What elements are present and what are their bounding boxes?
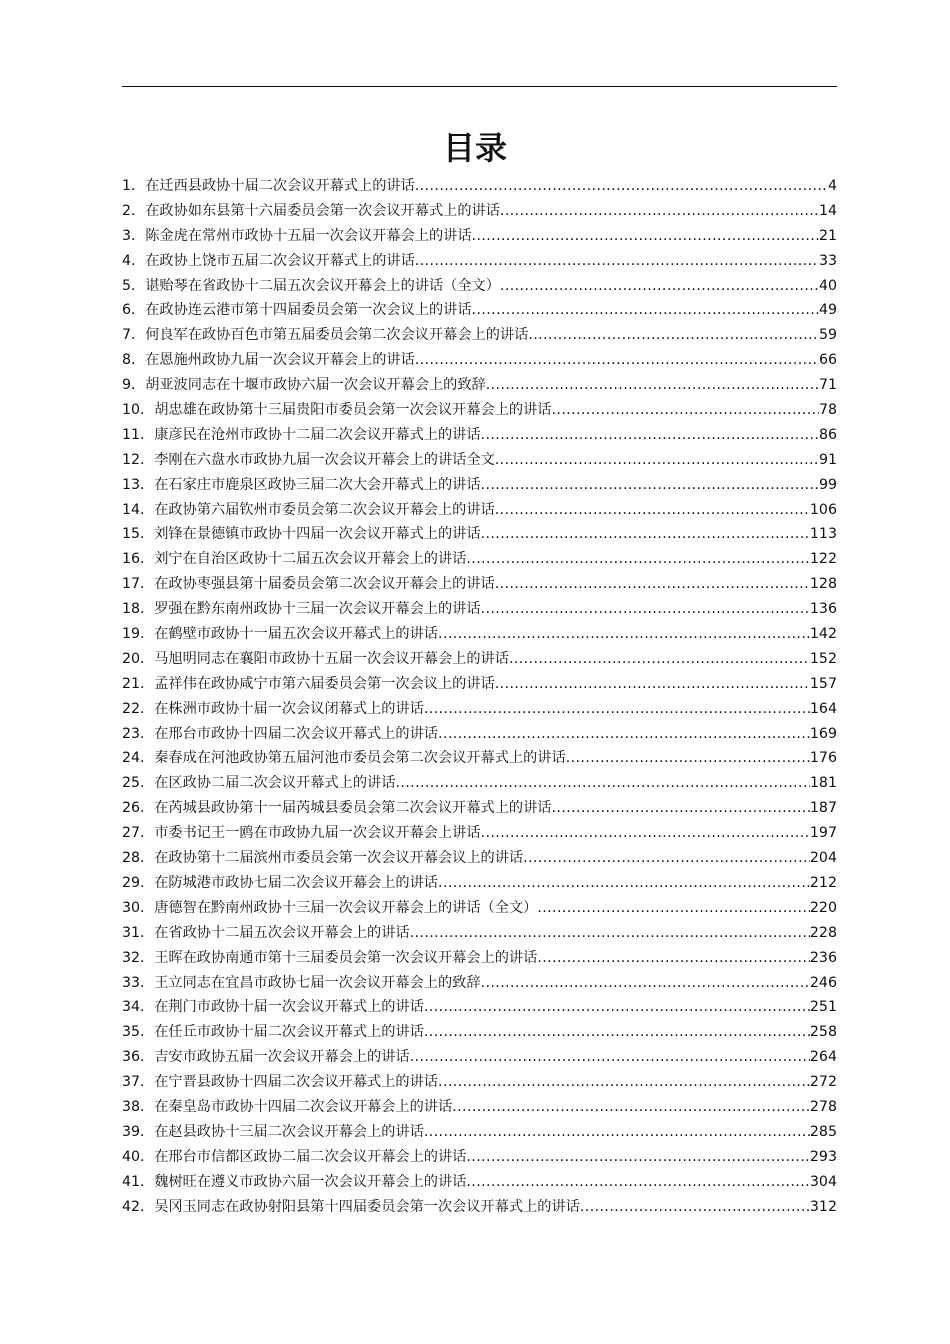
toc-entry[interactable] [122, 1195, 837, 1220]
toc-page-number: 236 [809, 949, 837, 966]
toc-entry-title: 33．王立同志在宜昌市政协七届一次会议开幕会上的致辞 [122, 974, 481, 991]
toc-page-number: 176 [809, 750, 837, 767]
toc-entry-title: 13．在石家庄市鹿泉区政协三届二次大会开幕式上的讲话 [122, 476, 481, 493]
toc-page-number: 40 [818, 277, 837, 294]
toc-dot-leader [415, 348, 819, 373]
toc-entry-title: 24．秦春成在河池政协第五届河池市委员会第二次会议开幕式上的讲话 [122, 750, 566, 767]
toc-page-number: 293 [809, 1148, 837, 1165]
toc-dot-leader [552, 796, 810, 821]
toc-entry-title: 39．在赵县政协十三届二次会议开幕会上的讲话 [122, 1123, 424, 1140]
toc-dot-leader [495, 572, 810, 597]
toc-page-number: 113 [809, 526, 837, 543]
toc-entry-title: 8．在恩施州政协九届一次会议开幕会上的讲话 [122, 352, 415, 369]
toc-page-number: 278 [809, 1098, 837, 1115]
toc-entry-title: 5．谌贻琴在省政协十二届五次会议开幕会上的讲话（全文） [122, 277, 500, 294]
toc-dot-leader [523, 846, 810, 871]
toc-page-number: 169 [809, 725, 837, 742]
toc-page-number: 86 [818, 426, 837, 443]
toc-page-number: 212 [809, 874, 837, 891]
toc-dot-leader [466, 1145, 810, 1170]
toc-entry-title: 22．在株洲市政协十届一次会议闭幕式上的讲话 [122, 700, 424, 717]
toc-page-number: 91 [818, 451, 837, 468]
header-rule [122, 86, 837, 87]
toc-page-number: 204 [809, 850, 837, 867]
toc-dot-leader [481, 473, 819, 498]
toc-dot-leader [410, 921, 810, 946]
toc-dot-leader [438, 722, 810, 747]
toc-entry[interactable] [122, 871, 837, 896]
toc-entry-title: 27．市委书记王一鸥在市政协九届一次会议开幕会上讲话 [122, 825, 481, 842]
toc-page-number: 49 [818, 302, 837, 319]
toc-entry-title: 9．胡亚波同志在十堰市政协六届一次会议开幕会上的致辞 [122, 377, 486, 394]
toc-entry[interactable] [122, 921, 837, 946]
toc-page-number: 136 [809, 601, 837, 618]
toc-entry-title: 19．在鹤壁市政协十一届五次会议开幕式上的讲话 [122, 626, 438, 643]
toc-page-number: 187 [809, 800, 837, 817]
toc-page-number: 21 [818, 227, 837, 244]
toc-dot-leader [495, 448, 819, 473]
toc-entry-title: 7．何良军在政协百色市第五届委员会第二次会议开幕会上的讲话 [122, 327, 529, 344]
toc-entry-title: 3．陈金虎在常州市政协十五届一次会议开幕会上的讲话 [122, 227, 472, 244]
toc-entry[interactable] [122, 448, 837, 473]
toc-entry[interactable] [122, 547, 837, 572]
toc-entry-title: 21．孟祥伟在政协咸宁市第六届委员会第一次会议上的讲话 [122, 675, 495, 692]
toc-dot-leader [424, 1120, 810, 1145]
toc-entry-title: 42．吴冈玉同志在政协射阳县第十四届委员会第一次会议开幕式上的讲话 [122, 1198, 580, 1215]
toc-page-number: 78 [818, 402, 837, 419]
toc-entry[interactable] [122, 971, 837, 996]
toc-dot-leader [500, 274, 819, 299]
toc-dot-leader [395, 771, 809, 796]
toc-entry[interactable] [122, 298, 837, 323]
toc-entry[interactable] [122, 199, 837, 224]
toc-page-number: 264 [809, 1049, 837, 1066]
toc-dot-leader [415, 249, 819, 274]
toc-entry-title: 26．在芮城县政协第十一届芮城县委员会第二次会议开幕式上的讲话 [122, 800, 552, 817]
toc-dot-leader [481, 597, 810, 622]
toc-dot-leader [424, 697, 810, 722]
toc-entry-title: 2．在政协如东县第十六届委员会第一次会议开幕式上的讲话 [122, 202, 500, 219]
toc-page-number: 285 [809, 1123, 837, 1140]
toc-page-number: 228 [809, 924, 837, 941]
toc-dot-leader [552, 398, 819, 423]
toc-dot-leader [481, 971, 810, 996]
toc-dot-leader [537, 946, 810, 971]
toc-entry-title: 15．刘锋在景德镇市政协十四届一次会议开幕式上的讲话 [122, 526, 481, 543]
toc-page-number: 251 [809, 999, 837, 1016]
toc-dot-leader [438, 871, 810, 896]
toc-entry-title: 37．在宁晋县政协十四届二次会议开幕式上的讲话 [122, 1074, 438, 1091]
toc-entry-title: 32．王晖在政协南通市第十三届委员会第一次会议开幕会上的讲话 [122, 949, 538, 966]
toc-entry[interactable] [122, 697, 837, 722]
toc-entry-title: 11．康彦民在沧州市政协十二届二次会议开幕式上的讲话 [122, 426, 481, 443]
toc-dot-leader [481, 423, 819, 448]
toc-page-number: 258 [809, 1024, 837, 1041]
toc-entry[interactable] [122, 1120, 837, 1145]
toc-entry-title: 31．在省政协十二届五次会议开幕会上的讲话 [122, 924, 410, 941]
toc-entry[interactable] [122, 622, 837, 647]
toc-entry-title: 4．在政协上饶市五届二次会议开幕式上的讲话 [122, 252, 415, 269]
toc-entry[interactable] [122, 1045, 837, 1070]
toc-entry-title: 34．在荆门市政协十届一次会议开幕式上的讲话 [122, 999, 424, 1016]
toc-page-number: 142 [809, 626, 837, 643]
toc-entry[interactable] [122, 249, 837, 274]
toc-entry[interactable] [122, 522, 837, 547]
toc-entry[interactable] [122, 498, 837, 523]
toc-dot-leader [495, 672, 810, 697]
toc-page-number: 272 [809, 1074, 837, 1091]
toc-entry-title: 25．在区政协二届二次会议开幕式上的讲话 [122, 775, 396, 792]
toc-entry-title: 35．在任丘市政协十届二次会议开幕式上的讲话 [122, 1024, 424, 1041]
toc-page-number: 71 [818, 377, 837, 394]
toc-page-number: 66 [818, 352, 837, 369]
toc-dot-leader [495, 498, 810, 523]
toc-entry[interactable] [122, 995, 837, 1020]
toc-entry[interactable] [122, 1145, 837, 1170]
toc-entry[interactable] [122, 1020, 837, 1045]
toc-page-number: 14 [818, 202, 837, 219]
toc-dot-leader [486, 373, 819, 398]
toc-entry-title: 40．在邢台市信都区政协二届二次会议开幕会上的讲话 [122, 1148, 467, 1165]
toc-entry[interactable] [122, 224, 837, 249]
toc-page-number: 304 [809, 1173, 837, 1190]
toc-entry[interactable] [122, 846, 837, 871]
toc-page-number: 33 [818, 252, 837, 269]
toc-entry-title: 1．在迁西县政协十届二次会议开幕式上的讲话 [122, 178, 415, 194]
toc-dot-leader [537, 896, 810, 921]
toc-dot-leader [500, 199, 819, 224]
toc-entry-title: 12．李刚在六盘水市政协九届一次会议开幕会上的讲话全文 [122, 451, 495, 468]
toc-entry[interactable] [122, 423, 837, 448]
toc-entry[interactable] [122, 473, 837, 498]
toc-entry[interactable] [122, 896, 837, 921]
toc-entry[interactable] [122, 323, 837, 348]
toc-entry[interactable] [122, 821, 837, 846]
toc-dot-leader [481, 522, 810, 547]
toc-page-number: 181 [809, 775, 837, 792]
toc-entry[interactable] [122, 1170, 837, 1195]
toc-page-number: 152 [809, 650, 837, 667]
toc-page-number: 4 [827, 178, 837, 194]
toc-dot-leader [566, 746, 810, 771]
toc-entry[interactable] [122, 672, 837, 697]
toc-entry[interactable] [122, 722, 837, 747]
toc-dot-leader [410, 1045, 810, 1070]
toc-entry[interactable] [122, 274, 837, 299]
toc-page-number: 106 [809, 501, 837, 518]
toc-dot-leader [415, 174, 828, 199]
toc-dot-leader [452, 1095, 810, 1120]
toc-page-number: 246 [809, 974, 837, 991]
toc-page-number: 122 [809, 551, 837, 568]
toc-entry-title: 41．魏树旺在遵义市政协六届一次会议开幕会上的讲话 [122, 1173, 467, 1190]
toc-entry-title: 17．在政协枣强县第十届委员会第二次会议开幕会上的讲话 [122, 576, 495, 593]
toc-entry[interactable] [122, 398, 837, 423]
toc-entry-title: 18．罗强在黔东南州政协十三届一次会议开幕会上的讲话 [122, 601, 481, 618]
toc-entry-title: 29．在防城港市政协七届二次会议开幕会上的讲话 [122, 874, 438, 891]
toc-entry-title: 38．在秦皇岛市政协十四届二次会议开幕会上的讲话 [122, 1098, 453, 1115]
toc-page-number: 220 [809, 899, 837, 916]
toc-page-number: 157 [809, 675, 837, 692]
toc-entry-title: 16．刘宁在自治区政协十二届五次会议开幕会上的讲话 [122, 551, 467, 568]
toc-page-number: 128 [809, 576, 837, 593]
toc-entry[interactable] [122, 647, 837, 672]
toc-entry-title: 30．唐德智在黔南州政协十三届一次会议开幕会上的讲话（全文） [122, 899, 538, 916]
toc-entry[interactable] [122, 348, 837, 373]
toc-entry[interactable] [122, 597, 837, 622]
toc-dot-leader [481, 821, 810, 846]
toc-page-number: 59 [818, 327, 837, 344]
toc-entry-title: 28．在政协第十二届滨州市委员会第一次会议开幕会议上的讲话 [122, 850, 524, 867]
toc-dot-leader [580, 1195, 810, 1220]
toc-entry[interactable] [122, 1095, 837, 1120]
toc-dot-leader [472, 298, 819, 323]
toc-entry-title: 36．吉安市政协五届一次会议开幕会上的讲话 [122, 1049, 410, 1066]
toc-dot-leader [424, 1020, 810, 1045]
toc-entry[interactable] [122, 1070, 837, 1095]
toc-dot-leader [528, 323, 819, 348]
toc-list [122, 174, 837, 1219]
toc-entry[interactable] [122, 946, 837, 971]
toc-dot-leader [472, 224, 819, 249]
page-title: 目录 [442, 129, 507, 167]
toc-entry-title: 14．在政协第六届钦州市委员会第二次会议开幕会上的讲话 [122, 501, 495, 518]
toc-dot-leader [509, 647, 810, 672]
toc-page-number: 164 [809, 700, 837, 717]
toc-page-number: 99 [818, 476, 837, 493]
toc-page-number: 312 [809, 1198, 837, 1215]
toc-entry[interactable] [122, 572, 837, 597]
toc-dot-leader [466, 547, 810, 572]
toc-entry[interactable] [122, 174, 837, 199]
toc-dot-leader [438, 1070, 810, 1095]
toc-entry-title: 6．在政协连云港市第十四届委员会第一次会议上的讲话 [122, 302, 472, 319]
toc-page-number: 197 [809, 825, 837, 842]
toc-entry[interactable] [122, 771, 837, 796]
toc-entry[interactable] [122, 796, 837, 821]
toc-dot-leader [466, 1170, 810, 1195]
toc-entry[interactable] [122, 373, 837, 398]
toc-dot-leader [424, 995, 810, 1020]
toc-dot-leader [438, 622, 810, 647]
toc-entry-title: 20．马旭明同志在襄阳市政协十五届一次会议开幕会上的讲话 [122, 650, 509, 667]
toc-entry-title: 10．胡忠雄在政协第十三届贵阳市委员会第一次会议开幕会上的讲话 [122, 402, 552, 419]
toc-entry[interactable] [122, 746, 837, 771]
toc-entry-title: 23．在邢台市政协十四届二次会议开幕式上的讲话 [122, 725, 438, 742]
